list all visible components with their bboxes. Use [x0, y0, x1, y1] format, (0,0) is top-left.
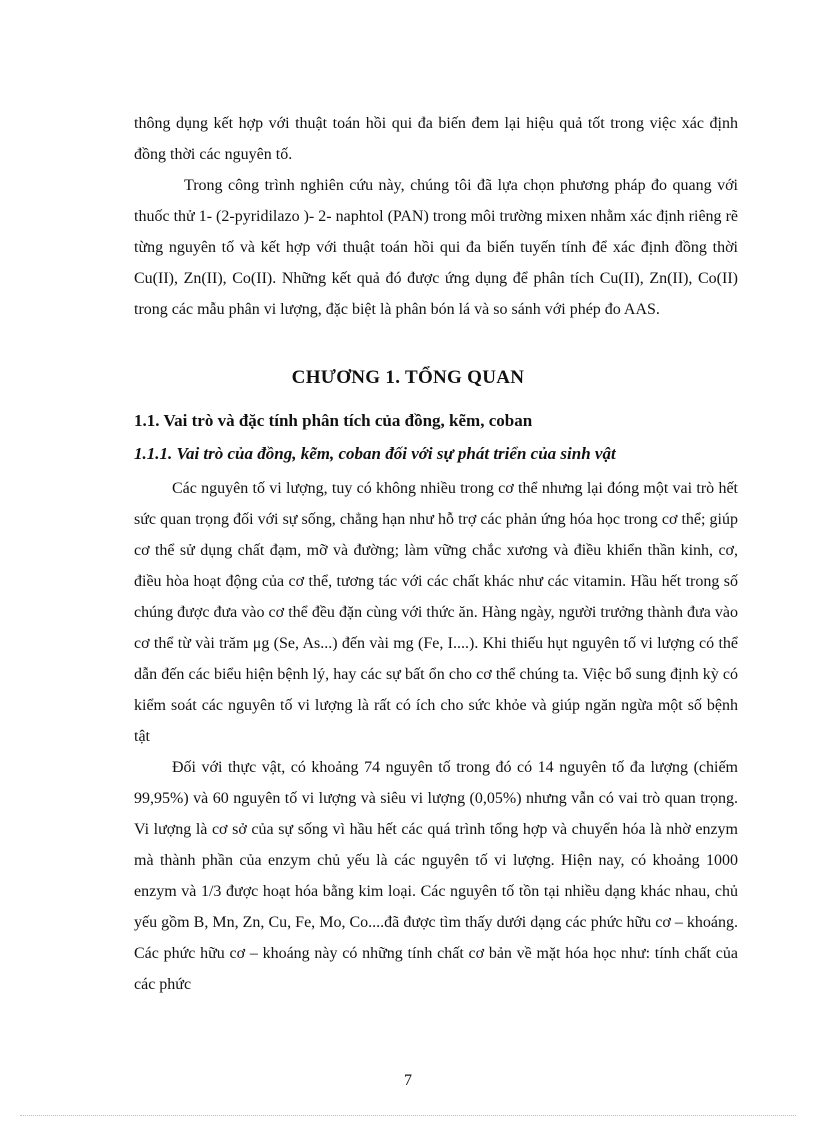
- body-paragraph-4: Đối với thực vật, có khoảng 74 nguyên tố trong đó có 14 nguyên tố đa lượng (chiếm 99,95%) và 60 nguyên tố vi lượng và siêu vi lượng (0,05%) nhưng vẫn có vai trò quan trọng. Vi lượng là cơ sở của sự sống vì hầu hết các quá trình tổng hợp và chuyển hóa là nhờ enzym mà thành phần của enzym chủ yếu là các nguyên tố vi lượng. Hiện nay, có khoảng 1000 enzym và 1/3 được hoạt hóa bằng kim loại. Các nguyên tố tồn tại nhiều dạng khác nhau, chủ yếu gồm B, Mn, Zn, Cu, Fe, Mo, Co....đã được tìm thấy dưới dạng các phức hữu cơ – khoáng. Các phức hữu cơ – khoáng này có những tính chất cơ bản về mặt hóa học như: tính chất của các phức: [134, 759, 738, 993]
- footer-divider: [20, 1115, 796, 1116]
- chapter-title: CHƯƠNG 1. TỔNG QUAN: [291, 367, 525, 388]
- section-heading: 1.1. Vai trò và đặc tính phân tích của đồng, kẽm, coban: [134, 411, 533, 430]
- body-paragraph-2: Trong công trình nghiên cứu này, chúng tôi đã lựa chọn phương pháp đo quang với thuốc thử 1- (2-pyridilazo )- 2- naphtol (PAN) trong môi trường mixen nhằm xác định riêng rẽ từng nguyên tố và kết hợp với thuật toán hồi qui đa biến tuyến tính để xác định đồng thời Cu(II), Zn(II), Co(II). Những kết quả đó được ứng dụng để phân tích Cu(II), Zn(II), Co(II) trong các mẫu phân vi lượng, đặc biệt là phân bón lá và so sánh với phép đo AAS.: [134, 177, 738, 318]
- body-paragraph-3: Các nguyên tố vi lượng, tuy có không nhiều trong cơ thể nhưng lại đóng một vai trò hết sức quan trọng đối với sự sống, chẳng hạn như hỗ trợ các phản ứng hóa học trong cơ thể; giúp cơ thể sử dụng chất đạm, mỡ và đường; làm vững chắc xương và điều khiển thần kinh, cơ, điều hòa hoạt động của cơ thể, tương tác với các chất khác như các vitamin. Hầu hết trong số chúng được đưa vào cơ thể đều đặn cùng với thức ăn. Hàng ngày, người trưởng thành đưa vào cơ thể từ vài trăm μg (Se, As...) đến vài mg (Fe, I....). Khi thiếu hụt nguyên tố vi lượng có thể dẫn đến các biểu hiện bệnh lý, hay các sự bất ổn cho cơ thể chúng ta. Việc bổ sung định kỳ có kiểm soát các nguyên tố vi lượng là rất có ích cho sức khỏe và giúp ngăn ngừa một số bệnh tật: [134, 480, 738, 745]
- body-paragraph-1: thông dụng kết hợp với thuật toán hồi qui đa biến đem lại hiệu quả tốt trong việc xác định đồng thời các nguyên tố.: [134, 115, 738, 163]
- page-number: 7: [404, 1072, 412, 1089]
- subsection-heading: 1.1.1. Vai trò của đồng, kẽm, coban đối với sự phát triển của sinh vật: [134, 444, 616, 463]
